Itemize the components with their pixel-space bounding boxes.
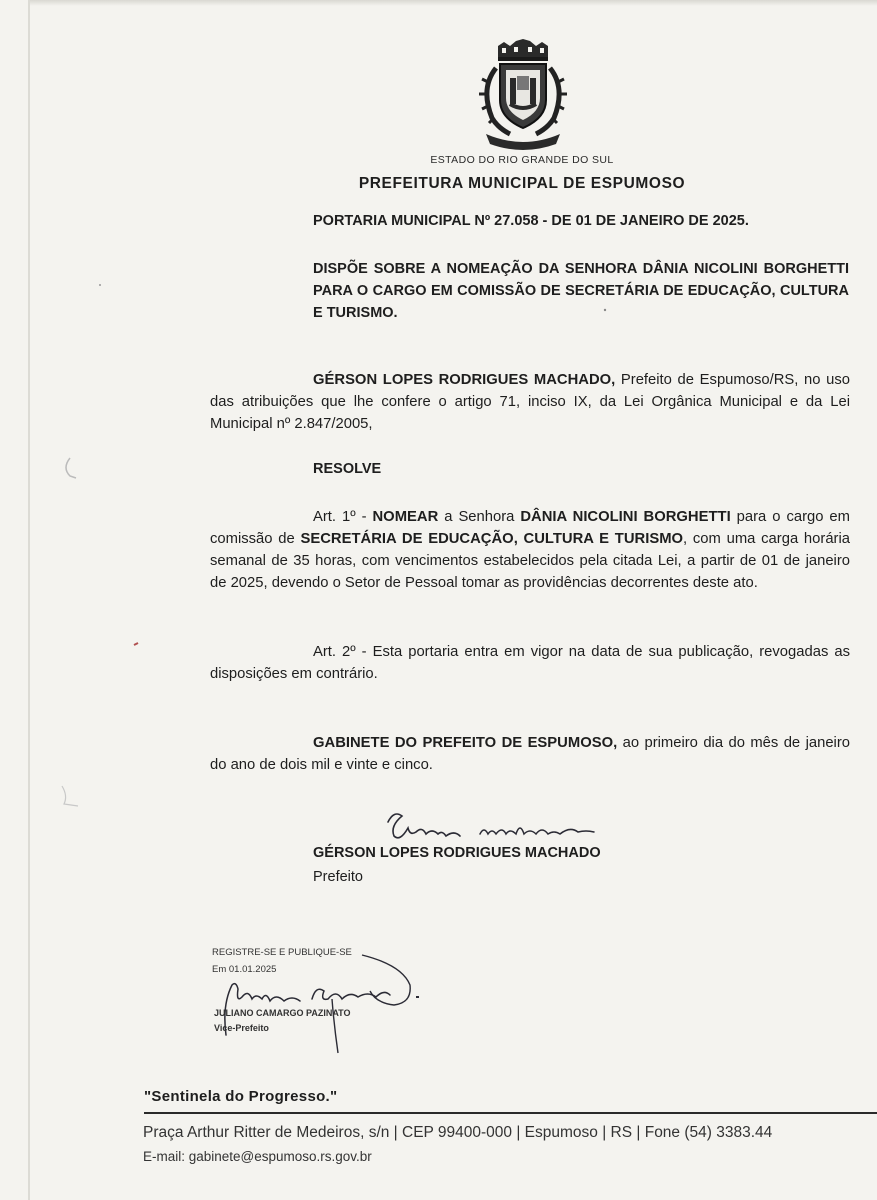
vice-mayor-signature-icon bbox=[212, 945, 437, 1055]
closing-bold: GABINETE DO PREFEITO DE ESPUMOSO, bbox=[313, 735, 618, 751]
art2-text: Art. 2º - Esta portaria entra em vigor na data de sua publicação, revogadas as disposições em contrário. bbox=[210, 644, 850, 682]
art1-verb: NOMEAR bbox=[372, 509, 439, 525]
closing-text: ao primeiro dia do mês de janeiro do ano de dois mil e vinte e cinco. bbox=[210, 735, 850, 773]
art1-person: DÂNIA NICOLINI BORGHETTI bbox=[520, 509, 731, 525]
resolve-heading: RESOLVE bbox=[313, 461, 382, 477]
registration-text: REGISTRE-SE E PUBLIQUE-SE bbox=[212, 947, 352, 958]
portaria-title: PORTARIA MUNICIPAL Nº 27.058 - DE 01 DE JANEIRO DE 2025. bbox=[313, 213, 749, 229]
signatory-name: GÉRSON LOPES RODRIGUES MACHADO bbox=[313, 845, 601, 861]
art1-text: para o cargo em comissão de bbox=[210, 509, 850, 547]
scan-top-edge bbox=[28, 0, 877, 6]
preamble-paragraph bbox=[210, 369, 850, 435]
footer-address: Praça Arthur Ritter de Medeiros, s/n | CEP 99400-000 | Espumoso | RS | Fone (54) 3383.44 bbox=[143, 1124, 773, 1141]
article-1 bbox=[210, 506, 850, 594]
signatory-role: Prefeito bbox=[313, 869, 363, 885]
registration-date: Em 01.01.2025 bbox=[212, 964, 277, 975]
ementa: DISPÕE SOBRE A NOMEAÇÃO DA SENHORA DÂNIA NICOLINI BORGHETTI PARA O CARGO EM COMISSÃO DE SECRETÁRIA DE EDUCAÇÃO, CULTURA E TURISMO. bbox=[313, 261, 849, 321]
closing-paragraph bbox=[210, 732, 850, 776]
preamble-text: Prefeito de Espumoso/RS, no uso das atribuições que lhe confere o artigo 71, inciso IX, da Lei Orgânica Municipal e da Lei Municipal nº 2.847/2005, bbox=[210, 372, 850, 432]
coat-of-arms-icon bbox=[470, 38, 576, 150]
vice-mayor-name: JULIANO CAMARGO PAZINATO bbox=[214, 1008, 351, 1018]
prefeitura-title: PREFEITURA MUNICIPAL DE ESPUMOSO bbox=[358, 175, 686, 192]
footer-email: E-mail: gabinete@espumoso.rs.gov.br bbox=[143, 1149, 372, 1164]
article-2 bbox=[210, 641, 850, 685]
art1-text: , com uma carga horária semanal de 35 horas, com vencimentos estabelecidos pela citada Lei, a partir de 01 de janeiro de 2025, devendo o Setor de Pessoal tomar as providências decorrentes deste ato. bbox=[210, 531, 850, 591]
state-name: ESTADO DO RIO GRANDE DO SUL bbox=[430, 154, 614, 166]
art1-text: a Senhora bbox=[438, 509, 521, 525]
art1-office: SECRETÁRIA DE EDUCAÇÃO, CULTURA E TURISMO bbox=[300, 531, 684, 547]
footer-divider bbox=[144, 1112, 877, 1114]
art1-label: Art. 1º - bbox=[313, 509, 373, 525]
footer-motto: "Sentinela do Progresso." bbox=[144, 1088, 338, 1105]
vice-mayor-role: Vice-Prefeito bbox=[214, 1023, 269, 1033]
preamble-name: GÉRSON LOPES RODRIGUES MACHADO, bbox=[313, 372, 616, 388]
